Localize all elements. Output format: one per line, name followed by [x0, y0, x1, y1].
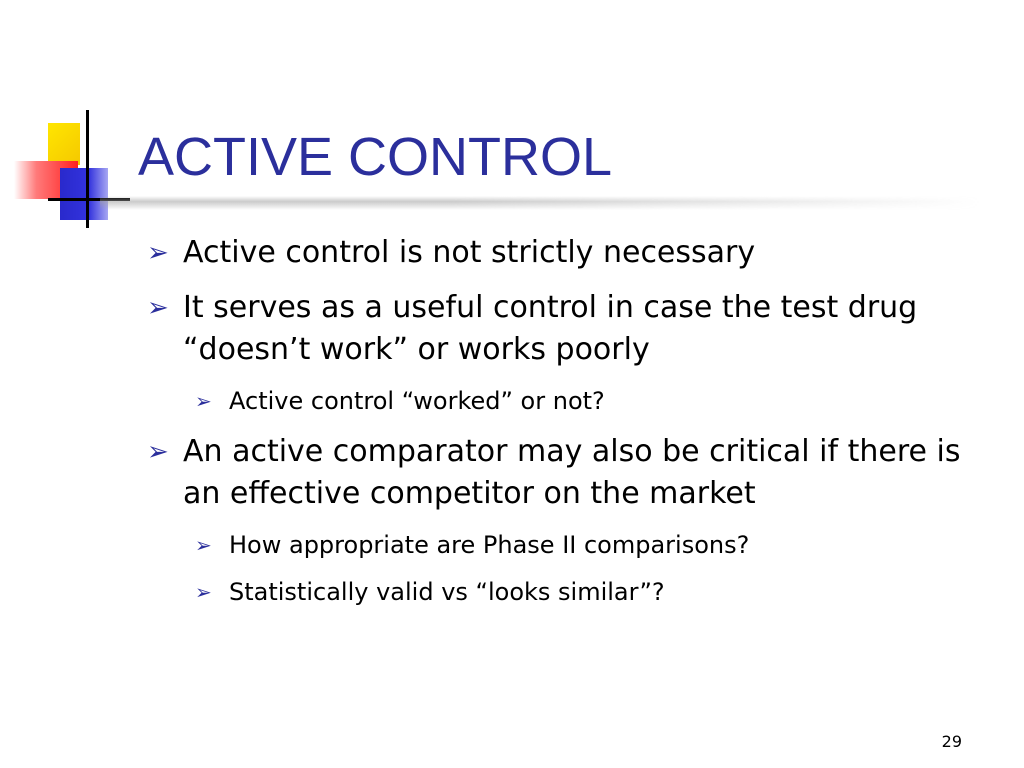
sub-bullet-text: How appropriate are Phase II comparisons?	[229, 531, 750, 559]
arrow-bullet-icon: ➢	[195, 533, 212, 557]
arrow-bullet-icon: ➢	[147, 238, 169, 268]
arrow-bullet-icon: ➢	[147, 293, 169, 323]
bullet-text: An active comparator may also be critical if there is an effective competitor on the market	[183, 434, 961, 511]
sub-bullet-text: Statistically valid vs “looks similar”?	[229, 578, 665, 606]
page-number: 29	[941, 732, 962, 751]
bullet-text: Active control is not strictly necessary	[183, 235, 756, 270]
bullet-item	[145, 431, 1005, 515]
sub-bullet-text: Active control “worked” or not?	[229, 387, 605, 415]
logo-vertical-line	[86, 110, 89, 228]
logo-yellow-square	[48, 123, 80, 165]
arrow-bullet-icon: ➢	[195, 389, 212, 413]
bullet-list	[145, 232, 1005, 622]
arrow-bullet-icon: ➢	[147, 437, 169, 467]
bullet-item	[145, 232, 1005, 274]
sub-bullet-item	[193, 384, 1005, 418]
bullet-item	[145, 287, 1005, 371]
sub-bullet-item	[193, 575, 1005, 609]
logo-blue-square	[60, 168, 108, 220]
arrow-bullet-icon: ➢	[195, 580, 212, 604]
sub-bullet-item	[193, 528, 1005, 562]
title-underline	[100, 196, 980, 210]
bullet-text: It serves as a useful control in case the test drug “doesn’t work” or works poorly	[183, 290, 918, 367]
slide-title: ACTIVE CONTROL	[138, 127, 613, 187]
